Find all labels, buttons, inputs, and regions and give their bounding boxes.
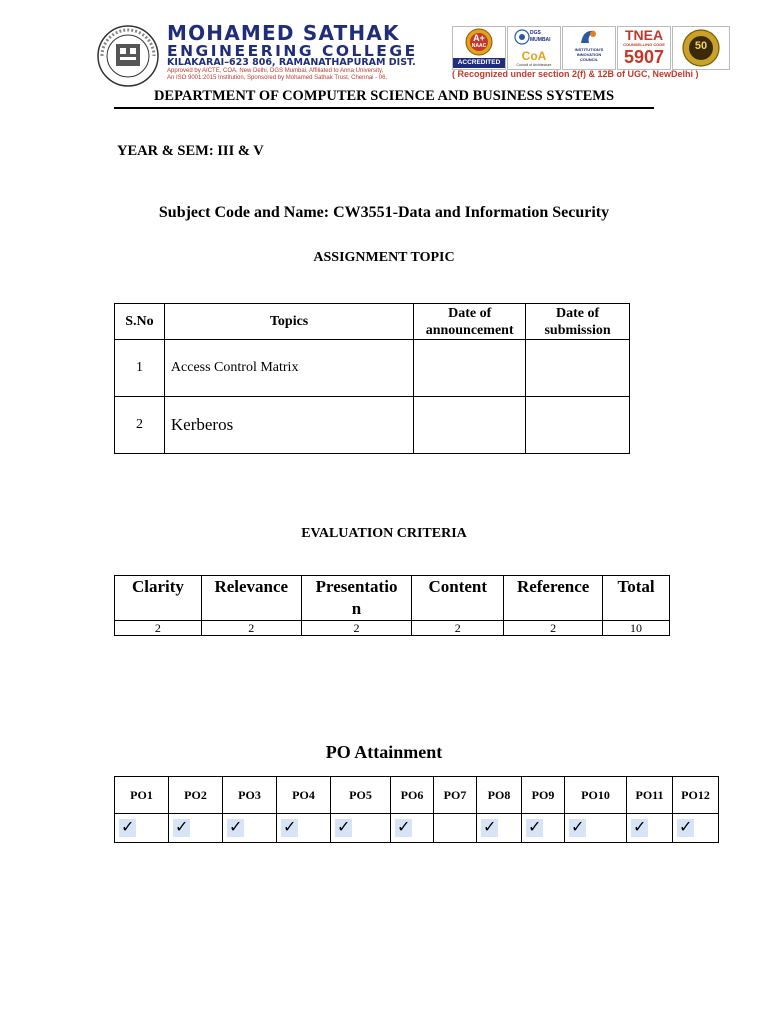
criteria-reference: Reference xyxy=(504,576,603,621)
po-header: PO10 xyxy=(565,777,627,814)
approval-text xyxy=(167,68,452,82)
checkmark-icon: ✓ xyxy=(121,819,135,836)
iic-label-1: INSTITUTION'S xyxy=(574,47,604,52)
tnea-label: TNEA xyxy=(624,27,664,43)
evaluation-heading: EVALUATION CRITERIA xyxy=(301,526,467,541)
row-sno: 2 xyxy=(115,397,165,454)
approval-line-2: An ISO 9001:2015 Institution, Sponsored by Mohamed Sathak Trust, Chennai - 06. xyxy=(167,75,388,81)
subject-title: Subject Code and Name: CW3551-Data and Information Security xyxy=(158,204,610,221)
department-title: DEPARTMENT OF COMPUTER SCIENCE AND BUSINESS SYSTEMS xyxy=(114,88,654,109)
criteria-content: Content xyxy=(412,576,504,621)
assignment-heading: ASSIGNMENT TOPIC xyxy=(313,250,455,265)
po-mark-cell xyxy=(115,814,169,843)
row-announce xyxy=(414,340,526,397)
checkmark-icon: ✓ xyxy=(679,819,693,836)
criteria-clarity: Clarity xyxy=(115,576,202,621)
po-header: PO1 xyxy=(115,777,169,814)
tnea-badge xyxy=(617,26,671,70)
naac-status: ACCREDITED xyxy=(453,58,505,68)
po-header: PO7 xyxy=(434,777,477,814)
po-mark-cell xyxy=(522,814,565,843)
tnea-code: 5907 xyxy=(623,47,665,67)
score-total: 10 xyxy=(603,621,670,636)
checkmark-icon: ✓ xyxy=(175,819,189,836)
po-mark-cell xyxy=(277,814,331,843)
criteria-total: Total xyxy=(603,576,670,621)
iic-text xyxy=(563,47,615,62)
po-header: PO12 xyxy=(673,777,719,814)
po-mark-cell xyxy=(169,814,223,843)
coa-label: Council of Architecture xyxy=(516,63,552,67)
po-header: PO11 xyxy=(627,777,673,814)
po-mark-cell xyxy=(627,814,673,843)
header-announcement: Date of announcement xyxy=(414,304,526,340)
coa-abbr: CoA xyxy=(521,49,547,63)
checkmark-icon: ✓ xyxy=(229,819,243,836)
college-subtitle: ENGINEERING COLLEGE xyxy=(167,42,418,60)
row-announce xyxy=(414,397,526,454)
ugc-recognition: ( Recognized under section 2(f) & 12B of UGC, NewDelhi ) xyxy=(452,69,699,79)
score-relevance: 2 xyxy=(201,621,301,636)
dgs-label: DGS xyxy=(530,30,541,36)
college-emblem xyxy=(94,24,162,88)
criteria-presentation: Presentatio n xyxy=(301,576,412,621)
po-header: PO9 xyxy=(522,777,565,814)
checkmark-icon: ✓ xyxy=(397,819,411,836)
po-mark-cell xyxy=(391,814,434,843)
po-header: PO8 xyxy=(477,777,522,814)
po-attainment-table xyxy=(114,776,719,843)
header-submission: Date of submission xyxy=(526,304,630,340)
iic-logo-icon xyxy=(563,27,615,47)
header-sno: S.No xyxy=(115,304,165,340)
row-submit xyxy=(526,340,630,397)
po-header: PO4 xyxy=(277,777,331,814)
jubilee-number: 50 xyxy=(694,40,708,52)
header-topics: Topics xyxy=(164,304,413,340)
college-address: KILAKARAI–623 806, RAMANATHAPURAM DIST. xyxy=(167,57,416,68)
row-submit xyxy=(526,397,630,454)
topics-header-row xyxy=(115,304,630,340)
score-presentation: 2 xyxy=(301,621,412,636)
score-clarity: 2 xyxy=(115,621,202,636)
checkmark-icon: ✓ xyxy=(283,819,297,836)
naac-label: NAAC xyxy=(471,43,487,49)
naac-grade: A+ xyxy=(473,33,485,43)
checkmark-icon: ✓ xyxy=(483,819,497,836)
evaluation-table xyxy=(114,575,670,636)
po-attainment-heading: PO Attainment xyxy=(325,742,443,762)
po-header: PO2 xyxy=(169,777,223,814)
jubilee-badge xyxy=(672,26,730,70)
table-row xyxy=(115,397,630,454)
row-topic: Kerberos xyxy=(164,397,413,454)
iic-label-2: INNOVATION xyxy=(576,52,602,57)
naac-badge xyxy=(452,26,506,70)
po-mark-cell xyxy=(434,814,477,843)
row-topic: Access Control Matrix xyxy=(164,340,413,397)
score-reference: 2 xyxy=(504,621,603,636)
checkmark-icon: ✓ xyxy=(633,819,647,836)
college-name: MOHAMED SATHAK xyxy=(167,21,400,45)
approval-line-1: Approved by AICTE, COA, New Delhi, DGS Mumbai, Affiliated to Anna University, xyxy=(167,68,384,74)
dgs-city: MUMBAI xyxy=(530,37,551,43)
po-header: PO5 xyxy=(331,777,391,814)
checkmark-icon: ✓ xyxy=(337,819,351,836)
year-sem: YEAR & SEM: III & V xyxy=(117,143,264,159)
table-row xyxy=(115,340,630,397)
checkmark-icon: ✓ xyxy=(571,819,585,836)
po-mark-cell xyxy=(673,814,719,843)
checkmark-icon: ✓ xyxy=(528,819,542,836)
evaluation-header-row xyxy=(115,576,670,621)
po-header: PO6 xyxy=(391,777,434,814)
po-header-row xyxy=(115,777,719,814)
po-mark-cell xyxy=(565,814,627,843)
dgs-coa-badge xyxy=(507,26,561,70)
evaluation-values-row xyxy=(115,621,670,636)
tnea-sub: COUNSELLING CODE xyxy=(623,42,665,47)
criteria-relevance: Relevance xyxy=(201,576,301,621)
iic-badge xyxy=(562,26,616,70)
iic-label-3: COUNCIL xyxy=(579,57,599,62)
score-content: 2 xyxy=(412,621,504,636)
po-marks-row xyxy=(115,814,719,843)
po-header: PO3 xyxy=(223,777,277,814)
row-sno: 1 xyxy=(115,340,165,397)
po-mark-cell xyxy=(331,814,391,843)
topics-table xyxy=(114,303,630,454)
po-mark-cell xyxy=(477,814,522,843)
po-mark-cell xyxy=(223,814,277,843)
